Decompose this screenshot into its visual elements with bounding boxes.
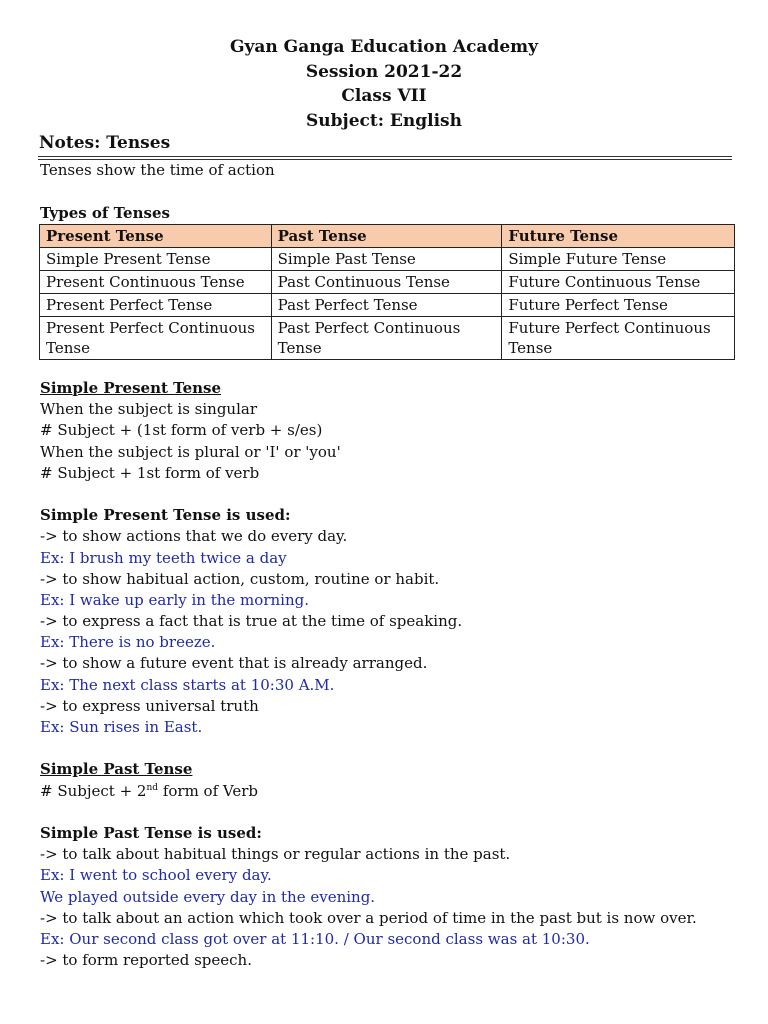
tenses-table	[39, 224, 735, 360]
formula-suffix: form of Verb	[158, 781, 259, 800]
example-line: Ex: The next class starts at 10:30 A.M.	[40, 675, 335, 694]
table-cell: Future Perfect Continuous Tense	[502, 317, 735, 360]
example-line: Ex: I went to school every day.	[40, 866, 272, 885]
usage-line: -> to express a fact that is true at the time of speaking.	[40, 612, 463, 631]
table-cell: Future Continuous Tense	[502, 271, 735, 294]
simple-past-usage-heading: Simple Past Tense is used:	[40, 823, 262, 842]
table-cell: Past Perfect Tense	[271, 294, 502, 317]
example-line: Ex: Sun rises in East.	[40, 718, 203, 736]
example-line: Ex: I wake up early in the morning.	[40, 590, 309, 609]
rule-line: # Subject + 1st form of verb	[40, 463, 260, 482]
example-line: Ex: There is no breeze.	[40, 633, 216, 652]
session-label: Session 2021-22	[305, 61, 463, 82]
usage-line: -> to talk about habitual things or regular actions in the past.	[40, 845, 511, 864]
usage-line: -> to express universal truth	[40, 696, 259, 715]
column-header: Past Tense	[271, 225, 502, 248]
example-line: Ex: I brush my teeth twice a day	[40, 548, 287, 567]
simple-present-heading: Simple Present Tense	[40, 379, 222, 397]
table-cell: Future Perfect Tense	[502, 294, 735, 317]
usage-line: -> to show actions that we do every day.	[40, 527, 348, 546]
table-row	[40, 271, 735, 294]
rule-line: When the subject is singular	[40, 400, 257, 419]
example-line: Ex: Our second class got over at 11:10. / Our second class was at 10:30.	[40, 929, 590, 948]
usage-line: -> to show a future event that is already arranged.	[40, 654, 428, 673]
document-header	[0, 35, 768, 133]
table-cell: Present Perfect Continuous Tense	[40, 317, 272, 360]
table-cell: Simple Future Tense	[502, 248, 735, 271]
table-row	[40, 248, 735, 271]
column-header: Future Tense	[502, 225, 735, 248]
formula-prefix: # Subject + 2	[40, 781, 147, 800]
example-line: We played outside every day in the evening.	[40, 887, 376, 906]
class-label: Class VII	[341, 86, 427, 106]
column-header: Present Tense	[40, 225, 272, 248]
table-cell: Past Continuous Tense	[271, 271, 502, 294]
table-cell: Present Continuous Tense	[40, 271, 272, 294]
usage-line: -> to talk about an action which took over a period of time in the past but is now over.	[40, 908, 697, 927]
subject-label: Subject: English	[306, 110, 462, 131]
simple-past-heading: Simple Past Tense	[40, 760, 193, 779]
rule-line: # Subject + (1st form of verb + s/es)	[40, 421, 323, 440]
formula-line	[40, 781, 740, 802]
formula-superscript: nd	[146, 782, 159, 793]
usage-line: -> to form reported speech.	[40, 951, 252, 970]
table-cell: Simple Present Tense	[40, 248, 272, 271]
title-rule-bottom	[38, 159, 732, 160]
notes-body	[40, 378, 740, 971]
usage-line: -> to show habitual action, custom, routine or habit.	[40, 569, 440, 588]
simple-present-usage-heading: Simple Present Tense is used:	[40, 506, 291, 525]
table-row	[40, 294, 735, 317]
rule-line: When the subject is plural or 'I' or 'you'	[40, 442, 341, 461]
title-rule-top	[38, 156, 732, 157]
table-header-row	[40, 225, 735, 248]
table-cell: Past Perfect Continuous Tense	[271, 317, 502, 360]
notes-title: Notes: Tenses	[39, 133, 171, 153]
types-title: Types of Tenses	[40, 204, 170, 222]
table-cell: Simple Past Tense	[271, 248, 502, 271]
table-row	[40, 317, 735, 360]
school-name: Gyan Ganga Education Academy	[229, 37, 539, 57]
table-cell: Present Perfect Tense	[40, 294, 272, 317]
intro-text: Tenses show the time of action	[40, 161, 275, 179]
